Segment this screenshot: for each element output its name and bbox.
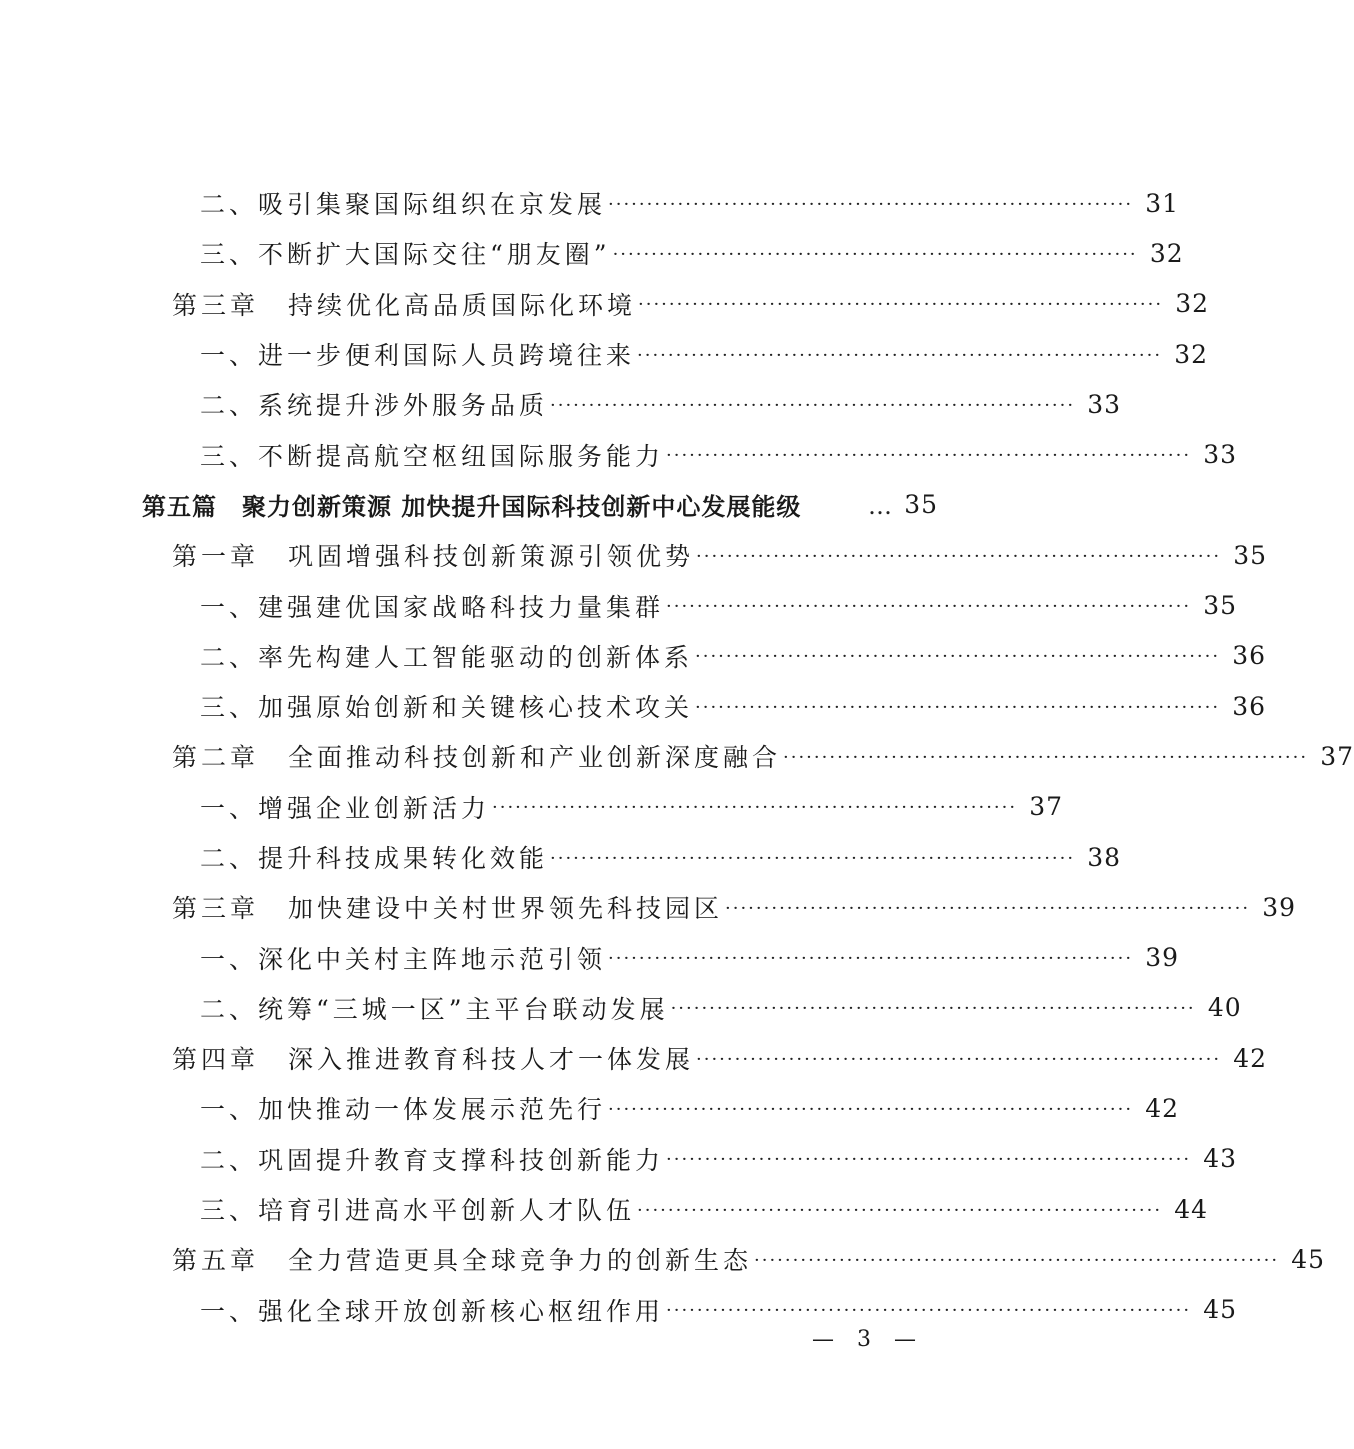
toc-entry-title: 一、增强企业创新活力 xyxy=(200,793,491,823)
toc-entry-chapter[interactable] xyxy=(0,882,1297,932)
toc-entry-chapter[interactable] xyxy=(0,731,1354,781)
toc-entry-section[interactable] xyxy=(0,932,1180,982)
toc-dot-leader: ···································································· xyxy=(638,294,1164,316)
toc-dot-leader: ···································································· xyxy=(608,1098,1134,1120)
toc-entry-title: 二、率先构建人工智能驱动的创新体系 xyxy=(200,642,694,672)
toc-entry-title: 第一章 巩固增强科技创新策源引领优势 xyxy=(172,542,695,572)
toc-entry-section[interactable] xyxy=(0,228,1184,278)
toc-entry-title: 二、统筹“三城一区”主平台联动发展 xyxy=(200,994,669,1024)
toc-entry-page-number: 33 xyxy=(1087,389,1122,419)
toc-dot-leader: ···································································· xyxy=(637,344,1163,366)
toc-entry-page-number: 43 xyxy=(1203,1144,1238,1174)
toc-entry-page-number: 40 xyxy=(1207,993,1242,1023)
toc-dot-leader: ···································································· xyxy=(637,1199,1163,1221)
toc-dot-leader: ···································································· xyxy=(612,243,1138,265)
toc-entry-title: 二、提升科技成果转化效能 xyxy=(200,844,549,873)
table-of-contents xyxy=(0,178,1354,1335)
toc-entry-title: 第三章 持续优化高品质国际化环境 xyxy=(172,290,637,320)
toc-entry-page-number: 35 xyxy=(1233,540,1268,570)
toc-dot-leader: ···································································· xyxy=(754,1249,1280,1271)
toc-entry-page-number: 39 xyxy=(1145,943,1180,973)
toc-entry-title: 三、加强原始创新和关键核心技术攻关 xyxy=(200,693,694,723)
toc-entry-page-number: 45 xyxy=(1291,1244,1326,1274)
toc-entry-title: 二、巩固提升教育支撑科技创新能力 xyxy=(200,1145,665,1175)
toc-entry-section[interactable] xyxy=(0,429,1238,479)
toc-entry-title: 二、系统提升涉外服务品质 xyxy=(200,391,549,421)
toc-entry-chapter[interactable] xyxy=(0,530,1268,580)
toc-entry-page-number: 42 xyxy=(1145,1093,1180,1123)
toc-entry-page-number: 39 xyxy=(1262,892,1297,922)
toc-entry-section[interactable] xyxy=(0,681,1267,731)
toc-entry-section[interactable] xyxy=(0,580,1238,630)
toc-entry-title: 第四章 深入推进教育科技人才一体发展 xyxy=(172,1045,695,1075)
toc-dot-leader: ···································································· xyxy=(666,445,1192,467)
toc-entry-page-number: 37 xyxy=(1029,792,1064,822)
toc-entry-section[interactable] xyxy=(0,782,1080,832)
toc-entry-page-number: 35 xyxy=(1203,591,1238,621)
toc-entry-page-number: 32 xyxy=(1175,289,1210,319)
page-number: — 3 — xyxy=(812,1327,924,1352)
toc-entry-title: 一、深化中关村主阵地示范引领 xyxy=(200,944,607,974)
toc-entry-page-number: 31 xyxy=(1145,188,1180,218)
toc-entry-section[interactable] xyxy=(0,983,1242,1033)
toc-entry-chapter[interactable] xyxy=(0,279,1210,329)
toc-entry-title: 一、建强建优国家战略科技力量集群 xyxy=(200,592,665,622)
toc-dot-leader: … xyxy=(868,491,892,520)
toc-dot-leader: ···································································· xyxy=(666,596,1192,618)
toc-entry-page-number: 35 xyxy=(904,490,938,520)
toc-dot-leader: ···································································· xyxy=(695,646,1221,668)
toc-entry-section[interactable] xyxy=(0,1134,1238,1184)
toc-entry-section[interactable] xyxy=(0,379,1122,429)
toc-dot-leader: ···································································· xyxy=(550,847,1076,869)
toc-entry-section[interactable] xyxy=(0,1083,1180,1133)
toc-entry-title: 一、强化全球开放创新核心枢纽作用 xyxy=(200,1296,665,1326)
toc-dot-leader: ···································································· xyxy=(725,897,1251,919)
toc-dot-leader: ···································································· xyxy=(550,394,1076,416)
toc-entry-title: 第二章 全面推动科技创新和产业创新深度融合 xyxy=(172,743,782,773)
toc-entry-chapter[interactable] xyxy=(0,1234,1326,1284)
toc-entry-title: 第五章 全力营造更具全球竞争力的创新生态 xyxy=(172,1246,753,1276)
toc-dot-leader: ···································································· xyxy=(492,797,1018,819)
toc-entry-section[interactable] xyxy=(0,329,1209,379)
toc-entry-page-number: 36 xyxy=(1232,691,1267,721)
toc-entry-title: 一、加快推动一体发展示范先行 xyxy=(200,1095,607,1125)
toc-dot-leader: ···································································· xyxy=(666,1149,1192,1171)
toc-entry-title: 三、不断扩大国际交往“朋友圈” xyxy=(200,240,611,270)
toc-entry-page-number: 42 xyxy=(1233,1043,1268,1073)
toc-entry-title: 三、不断提高航空枢纽国际服务能力 xyxy=(200,441,665,471)
toc-entry-section[interactable] xyxy=(0,1184,1209,1234)
page-footer xyxy=(0,1327,1080,1357)
toc-dot-leader: ···································································· xyxy=(608,193,1134,215)
toc-dot-leader: ···································································· xyxy=(696,545,1222,567)
toc-entry-page-number: 32 xyxy=(1149,238,1184,268)
toc-entry-page-number: 33 xyxy=(1203,440,1238,470)
toc-dot-leader: ···································································· xyxy=(696,1048,1222,1070)
toc-dot-leader: ···································································· xyxy=(670,998,1196,1020)
toc-entry-title: 第三章 加快建设中关村世界领先科技园区 xyxy=(172,894,724,924)
toc-dot-leader: ···································································· xyxy=(608,948,1134,970)
toc-entry-page-number: 36 xyxy=(1232,641,1267,671)
toc-entry-section[interactable] xyxy=(0,178,1180,228)
toc-entry-section[interactable] xyxy=(0,832,1122,882)
toc-entry-part[interactable] xyxy=(0,480,1080,530)
toc-entry-section[interactable] xyxy=(0,631,1267,681)
toc-dot-leader: ···································································· xyxy=(783,746,1309,768)
toc-entry-page-number: 37 xyxy=(1320,741,1354,771)
toc-entry-title: 一、进一步便利国际人员跨境往来 xyxy=(200,341,636,371)
toc-dot-leader: ···································································· xyxy=(695,696,1221,718)
toc-entry-page-number: 32 xyxy=(1174,339,1209,369)
toc-entry-title: 二、吸引集聚国际组织在京发展 xyxy=(200,190,607,220)
toc-dot-leader: ···································································· xyxy=(666,1300,1192,1322)
toc-entry-title: 三、培育引进高水平创新人才队伍 xyxy=(200,1196,636,1226)
toc-entry-chapter[interactable] xyxy=(0,1033,1268,1083)
toc-entry-page-number: 45 xyxy=(1203,1295,1238,1325)
toc-entry-page-number: 38 xyxy=(1087,842,1122,872)
toc-entry-page-number: 44 xyxy=(1174,1194,1209,1224)
toc-entry-title: 第五篇 聚力创新策源 加快提升国际科技创新中心发展能级 xyxy=(142,493,802,522)
